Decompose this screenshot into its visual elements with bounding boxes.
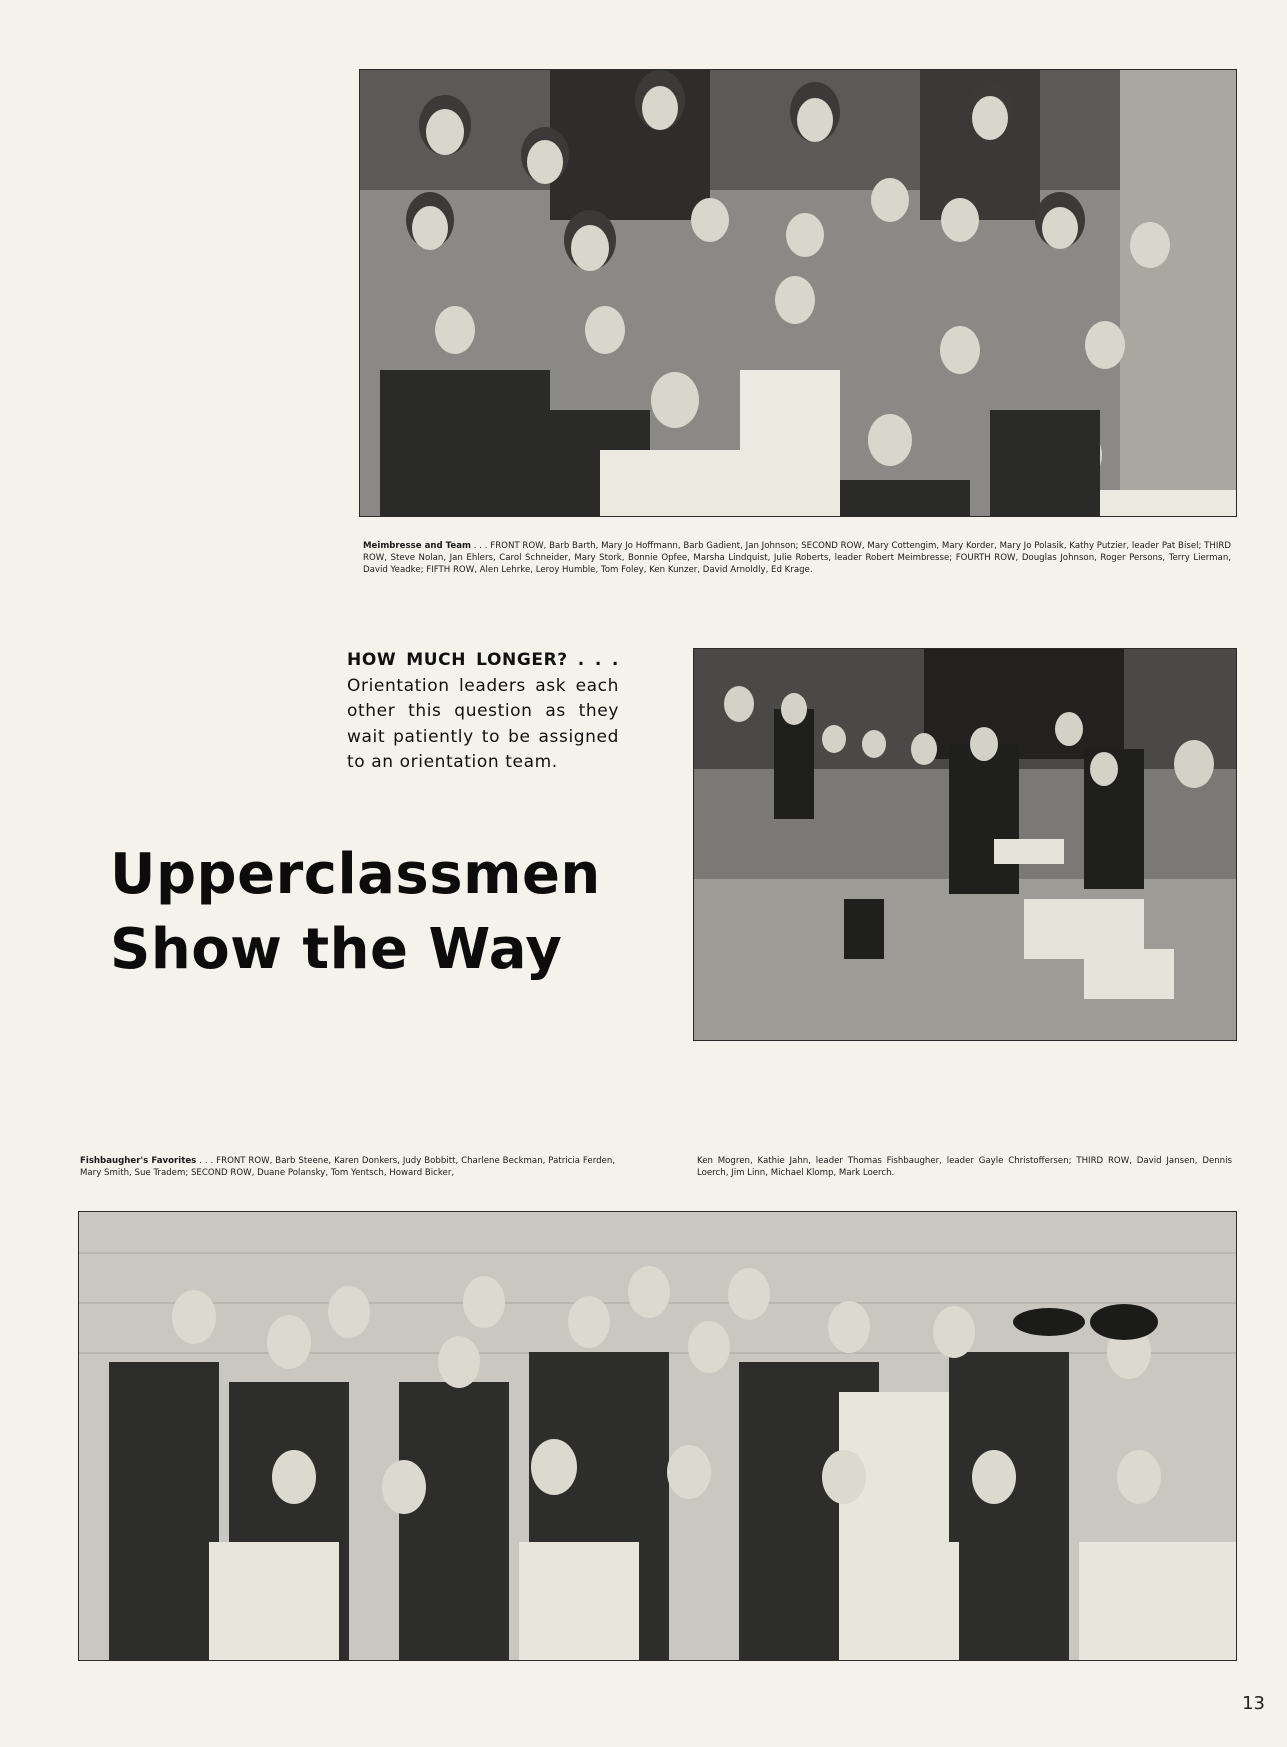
caption-text: . . . FRONT ROW, Barb Steene, Karen Donkers, Judy Bobbitt, Charlene Beckman, Patricia Ferden, Mary Smith, Sue Tradem; SECOND ROW, Duane Polansky, Tom Yentsch, Howard Bicker, xyxy=(80,1156,615,1178)
headline-line-1: Upperclassmen xyxy=(110,842,601,907)
photo-fishbaugher-favorites xyxy=(78,1211,1237,1661)
page-headline xyxy=(110,837,670,987)
group-photo-image xyxy=(360,70,1236,516)
page-number: 13 xyxy=(1242,1693,1265,1714)
headline-line-2: Show the Way xyxy=(110,917,563,982)
caption-meimbresse-team xyxy=(363,540,1231,576)
caption-fishbaugher-right xyxy=(697,1155,1232,1179)
group-photo-image xyxy=(79,1212,1236,1660)
caption-fishbaugher-left xyxy=(80,1155,615,1179)
sidebar-body: Orientation leaders ask each other this question as they wait patiently to be assigned to an orientation team. xyxy=(347,675,619,772)
caption-title: Fishbaugher's Favorites xyxy=(80,1156,197,1166)
sidebar-heading: HOW MUCH LONGER? . . . xyxy=(347,650,619,670)
caption-text: Ken Mogren, Kathie Jahn, leader Thomas Fishbaugher, leader Gayle Christoffersen; THIRD ROW, David Jansen, Dennis Loerch, Jim Linn, Michael Klomp, Mark Loerch. xyxy=(697,1156,1232,1178)
caption-title: Meimbresse and Team xyxy=(363,541,471,551)
caption-text: . . . FRONT ROW, Barb Barth, Mary Jo Hoffmann, Barb Gadient, Jan Johnson; SECOND ROW, Mary Cottengim, Mary Korder, Mary Jo Polasik, Kathy Putzier, leader Pat Bisel; THIRD ROW, Steve Nolan, Jan Ehlers, Carol Schneider, Mary Stork, Bonnie Opfee, Marsha Lindquist, Julie Roberts, leader Robert Meimbresse; FOURTH ROW, Douglas Johnson, Roger Persons, Terry Lierman, David Yeadke; FIFTH ROW, Alen Lehrke, Leroy Humble, Tom Foley, Ken Kunzer, David Arnoldly, Ed Krage. xyxy=(363,541,1231,575)
photo-meimbresse-team xyxy=(359,69,1237,517)
sidebar-text xyxy=(347,648,619,776)
photo-orientation-leaders xyxy=(693,648,1237,1041)
waiting-photo-image xyxy=(694,649,1236,1040)
